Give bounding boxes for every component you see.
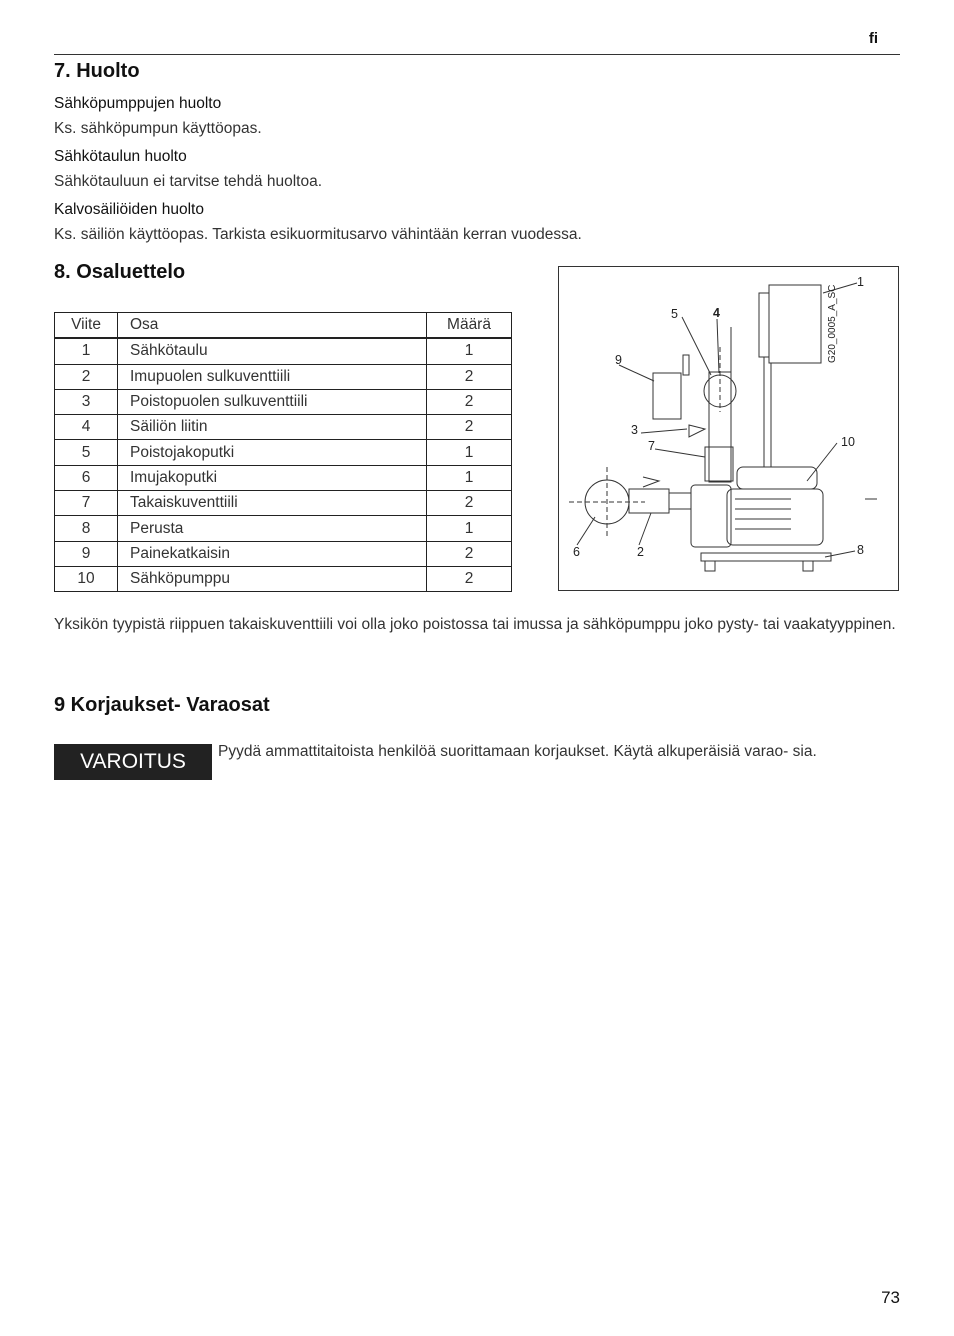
table-cell: 4 xyxy=(55,415,118,440)
table-cell: Sähköpumppu xyxy=(118,566,427,591)
table-row xyxy=(55,566,512,591)
table-row xyxy=(55,516,512,541)
table-cell: 2 xyxy=(427,415,512,440)
table-cell: 2 xyxy=(55,364,118,389)
subsection-title-pump-maintenance: Sähköpumppujen huolto xyxy=(54,95,222,112)
table-cell: Poistojakoputki xyxy=(118,440,427,465)
leader-line-8 xyxy=(825,551,855,557)
suction-valve-handle xyxy=(643,477,659,487)
subsection-text-panel-maintenance: Sähkötauluun ei tarvitse tehdä huoltoa. xyxy=(54,173,322,190)
table-header-cell: Määrä xyxy=(427,313,512,339)
leader-line-10 xyxy=(807,443,837,481)
table-cell: 6 xyxy=(55,465,118,490)
table-cell: 9 xyxy=(55,541,118,566)
table-header-cell: Viite xyxy=(55,313,118,339)
table-row xyxy=(55,338,512,364)
subsection-text-pump-maintenance: Ks. sähköpumpun käyttöopas. xyxy=(54,120,262,137)
table-row xyxy=(55,389,512,414)
suction-pipe-shape xyxy=(669,493,691,509)
parts-table xyxy=(54,312,512,592)
page-number: 73 xyxy=(881,1288,900,1307)
callout-label: 2 xyxy=(637,545,644,559)
table-cell: 8 xyxy=(55,516,118,541)
callout-label: 7 xyxy=(648,439,655,453)
table-row xyxy=(55,364,512,389)
leader-line-4 xyxy=(717,319,719,373)
language-code: fi xyxy=(868,30,878,47)
table-header-row xyxy=(55,313,512,339)
leader-line-5 xyxy=(682,317,711,375)
table-cell: 2 xyxy=(427,364,512,389)
control-panel-shape xyxy=(769,285,821,363)
callout-label: 10 xyxy=(841,435,855,449)
base-foot xyxy=(705,561,715,571)
table-row xyxy=(55,440,512,465)
header-rule xyxy=(54,54,900,55)
table-cell: 1 xyxy=(427,338,512,364)
callout-label: 4 xyxy=(713,306,720,320)
section-title-osaluettelo: 8. Osaluettelo xyxy=(54,261,186,283)
callout-label: 3 xyxy=(631,423,638,437)
figure-code: G20_0005_A_SC xyxy=(827,284,838,363)
motor-body-shape xyxy=(727,489,823,545)
table-cell: 1 xyxy=(427,440,512,465)
table-cell: 10 xyxy=(55,566,118,591)
control-panel-side xyxy=(759,293,769,357)
valve-handle-shape xyxy=(689,425,705,437)
table-row xyxy=(55,541,512,566)
table-cell: Perusta xyxy=(118,516,427,541)
warning-text: Pyydä ammattitaitoista henkilöä suorittamaan korjaukset. Käytä alkuperäisiä varao- sia. xyxy=(218,743,817,760)
callout-label: 6 xyxy=(573,545,580,559)
table-cell: Painekatkaisin xyxy=(118,541,427,566)
suction-valve-shape xyxy=(629,489,669,513)
table-row xyxy=(55,415,512,440)
subsection-title-panel-maintenance: Sähkötaulun huolto xyxy=(54,148,187,165)
table-row xyxy=(55,465,512,490)
leader-line-7 xyxy=(655,449,705,457)
table-cell: 3 xyxy=(55,389,118,414)
pump-cover-shape xyxy=(737,467,817,489)
parts-note: Yksikön tyypistä riippuen takaiskuventtiili voi olla joko poistossa tai imussa ja sähköpumppu joko pysty- tai vaakatyyppinen. xyxy=(54,616,896,633)
table-header-cell: Osa xyxy=(118,313,427,339)
pressure-switch-shape xyxy=(653,373,681,419)
leader-line-6 xyxy=(577,517,595,545)
table-cell: 5 xyxy=(55,440,118,465)
base-foot xyxy=(803,561,813,571)
callout-label: 8 xyxy=(857,543,864,557)
callout-label: 1 xyxy=(857,275,864,289)
subsection-text-tank-maintenance: Ks. säiliön käyttöopas. Tarkista esikuormitusarvo vähintään kerran vuodessa. xyxy=(54,226,582,243)
warning-badge: VAROITUS xyxy=(54,744,212,780)
table-row xyxy=(55,491,512,516)
table-cell: 1 xyxy=(55,338,118,364)
table-cell: 2 xyxy=(427,491,512,516)
callout-label: 9 xyxy=(615,353,622,367)
table-cell: 2 xyxy=(427,566,512,591)
leader-line-9 xyxy=(619,365,654,381)
table-cell: 1 xyxy=(427,465,512,490)
leader-line-3 xyxy=(641,429,687,433)
subsection-title-tank-maintenance: Kalvosäiliöiden huolto xyxy=(54,201,204,218)
base-shape xyxy=(701,553,831,561)
pump-station-figure xyxy=(558,266,899,591)
table-cell: Poistopuolen sulkuventtiili xyxy=(118,389,427,414)
table-cell: Takaiskuventtiili xyxy=(118,491,427,516)
gauge-shape xyxy=(683,355,689,375)
table-cell: 2 xyxy=(427,541,512,566)
table-cell: Sähkötaulu xyxy=(118,338,427,364)
pump-head-shape xyxy=(691,485,731,547)
leader-line-2 xyxy=(639,513,651,545)
table-cell: Imupuolen sulkuventtiili xyxy=(118,364,427,389)
section-title-korjaukset: 9 Korjaukset- Varaosat xyxy=(54,694,270,716)
table-cell: 7 xyxy=(55,491,118,516)
section-title-huolto: 7. Huolto xyxy=(54,60,140,82)
callout-label: 5 xyxy=(671,307,678,321)
table-cell: Imujakoputki xyxy=(118,465,427,490)
table-cell: 1 xyxy=(427,516,512,541)
table-cell: Säiliön liitin xyxy=(118,415,427,440)
table-cell: 2 xyxy=(427,389,512,414)
pump-station-drawing xyxy=(559,267,898,590)
